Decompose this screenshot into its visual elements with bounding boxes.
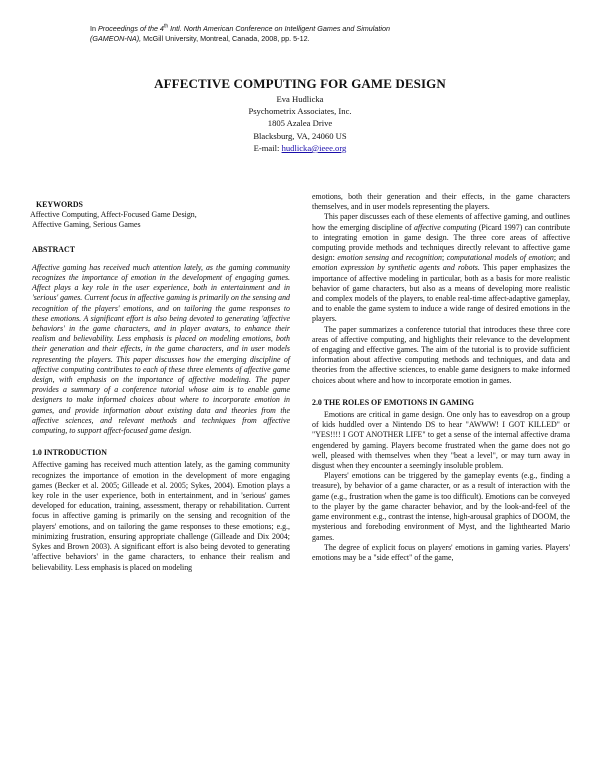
proceedings-note bbox=[90, 24, 550, 44]
right-column bbox=[312, 192, 570, 563]
paper-title: AFFECTIVE COMPUTING FOR GAME DESIGN bbox=[154, 76, 446, 91]
author-email-line bbox=[0, 142, 600, 154]
author-org: Psychometrix Associates, Inc. bbox=[248, 106, 352, 117]
p2-c: (Picard 1997) can contribute to integrating emotion in game design. The three core areas of affective computing provide methods and techniques directly relevant to affective game design: bbox=[312, 222, 570, 263]
author-name: Eva Hudlicka bbox=[276, 94, 324, 104]
keywords-line-1: Affective Computing, Affect-Focused Game Design, bbox=[30, 210, 197, 220]
proceedings-prefix: In bbox=[90, 24, 98, 33]
left-column bbox=[32, 200, 290, 573]
proceedings-italic-c: (GAMEON-NA), bbox=[90, 34, 142, 43]
proceedings-italic-a: Proceedings of the 4 bbox=[98, 24, 164, 33]
p2-b: affective computing bbox=[413, 222, 477, 232]
abstract-heading: ABSTRACT bbox=[32, 244, 75, 254]
intro-text: Affective gaming has received much attention lately, as the gaming community recognizes the importance of emotion in the development of more engaging games (Becker et al. 2005; Gilleade et al. 2005; Sykes, 2004). Emotion plays a key role in the user experience, both in entertainment, and in 'serious' games developed for education, training, assessment, therapy or rehabilitation. Current focus in affective gaming is primarily on the sensing and recognition of the players' emotions, and on tailoring the game responses to these emotions; e.g., minimizing frustration, ensuring appropriate challenge (Gilleade and Dix 2004; Sykes and Brown 2003). A significant effort is also being devoted to generating 'affective behaviors' in the game characters, to enhance their realism and believability. Less emphasis is placed on modeling bbox=[32, 460, 290, 572]
p2-i: This paper emphasizes the importance of affective modeling in particular, both as a basis for more realistic behavior of game characters, but also as a means of developing more realistic and complex models of the players, to enable real-time affect-adaptive gameplay, and to enable the game system to induce a wide range of desired emotions in the players. bbox=[312, 263, 570, 324]
p2-e: ; bbox=[442, 253, 447, 263]
abstract-text: Affective gaming has received much attention lately, as the gaming community recognizes the importance of emotion in the development of engaging games. Affect plays a key role in the user experience, both in entertainment and in 'serious' games. Current focus in affective gaming is primarily on the sensing and recognition of the players' emotions, and on tailoring the game responses to these emotions. A significant effort is also being devoted to generating 'affective behaviors' in the game characters, and in player avatars, to enhance their realism and believability. Less emphasis is placed on modeling emotions, both their generation and their effects, in the game characters, and in user models representing the players. This paper discusses how the emerging discipline of affective computing contributes to each of these three elements of affective game design, with emphasis on the importance of affective modeling. The paper provides a summary of a conference tutorial whose aim is to enable game designers to make informed choices about where to incorporate emotion in games, and provide information about existing data and theories from the affective sciences, and relevant methods and techniques from affective computing, to support affect-focused game design. bbox=[32, 262, 290, 436]
keywords-heading: KEYWORDS bbox=[36, 200, 83, 209]
intro-heading: 1.0 INTRODUCTION bbox=[32, 448, 107, 458]
proceedings-italic-b: Intl. North American Conference on Intelligent Games and Simulation bbox=[168, 24, 390, 33]
right-paragraph-4: Emotions are critical in game design. One only has to eavesdrop on a group of kids huddled over a Nintendo DS to hear "AWWW! I GOT KILLED" or "YES!!!! I GOT ANOTHER LIFE" to get a sense of the internal affective drama engendered by gaming. Players become frustrated when the game does not go well, pleased with themselves when they "beat a level", or may turn away in disgust when they encounter a seemingly insoluble problem. bbox=[312, 410, 570, 471]
email-label: E-mail: bbox=[253, 142, 282, 153]
p2-d: emotion sensing and recognition bbox=[337, 253, 442, 263]
proceedings-rest: McGill University, Montreal, Canada, 2008, pp. 5-12. bbox=[141, 34, 310, 43]
right-paragraph-3: The paper summarizes a conference tutorial that introduces these three core areas of affective computing, and highlights their relevance to the development of engaging and effective games. The aim of the tutorial is to provide sufficient information about affective computing methods and techniques, and data and theories from the affective sciences, to enable game designers to make informed choices about where and how to incorporate emotion in games. bbox=[312, 324, 570, 385]
p2-h: emotion expression by synthetic agents and robots. bbox=[312, 263, 480, 273]
proceedings-sup: th bbox=[163, 23, 169, 30]
keywords-line-2: Affective Gaming, Serious Games bbox=[32, 220, 141, 230]
p2-f: computational models of emotion bbox=[446, 253, 554, 263]
right-paragraph-2 bbox=[312, 212, 570, 324]
author-block bbox=[0, 93, 600, 154]
right-paragraph-1: emotions, both their generation and their effects, in the game characters themselves, and in user models representing the players. bbox=[312, 192, 570, 212]
right-paragraph-6: The degree of explicit focus on players' emotions in gaming varies. Players' emotions may be a "side effect" of the game, bbox=[312, 542, 570, 562]
author-city: Blacksburg, VA, 24060 US bbox=[253, 130, 347, 141]
p2-a: This paper discusses each of these elements of affective gaming, and outlines how the emerging discipline of bbox=[312, 212, 570, 232]
email-link[interactable]: hudlicka@ieee.org bbox=[281, 142, 347, 153]
p2-g: ; and bbox=[553, 253, 571, 263]
section2-heading: 2.0 THE ROLES OF EMOTIONS IN GAMING bbox=[312, 397, 475, 407]
author-street: 1805 Azalea Drive bbox=[267, 118, 333, 129]
right-paragraph-5: Players' emotions can be triggered by the gameplay events (e.g., finding a treasure), by behavior of a game character, or as a result of interaction with the game (e.g., frustration when the game is too difficult). Emotions can be conveyed to the player by the game character behavior, and by the look-and-feel of the game environment e.g., contrast the intense, high-arousal graphics of DOOM, the mysterious and foreboding environment of Myst, and the lighthearted Mario games. bbox=[312, 471, 570, 542]
